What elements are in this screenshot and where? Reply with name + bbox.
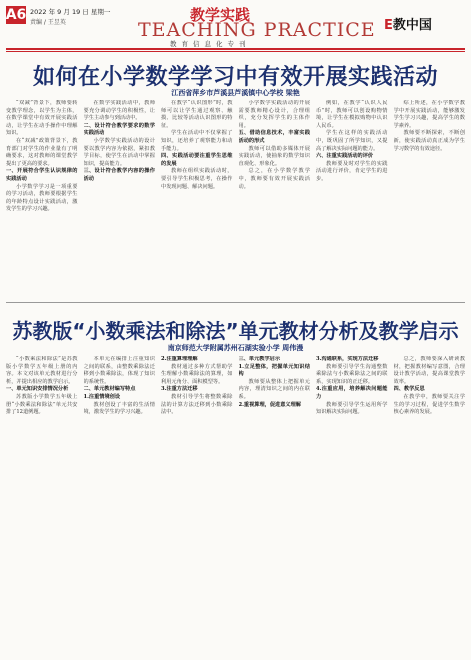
paragraph: “双减”背景下，教师要转变教学理念，以学生为主体，在数学课堂中有效开展实践活动，让学生在动手操作中理解知识。: [6, 100, 78, 137]
text-column: [6, 356, 78, 654]
issue-date: 2022 年 9 月 19 日 星期一: [30, 8, 111, 16]
editor-credit: 责编 / 王昱英: [30, 19, 66, 26]
logo-text: 教中国: [392, 18, 432, 33]
paragraph: 4.注重应用，培养解决问题能力: [316, 386, 388, 400]
header-rule-thin: [6, 51, 465, 52]
paragraph: 教师要引导学生沟通整数乘除法与小数乘除法之间的联系，实现知识的正迁移。: [316, 363, 388, 385]
paragraph: 综上所述，在小学数学教学中开展实践活动，能够激发学生学习兴趣，提高学生的数学素养。: [393, 100, 465, 129]
text-column: [84, 356, 156, 654]
article1-body: [6, 100, 465, 298]
paragraph: 2.注重算理理解: [161, 356, 198, 362]
text-column: [239, 356, 311, 654]
article2-title: 苏教版“小数乘法和除法”单元教材分析及教学启示: [12, 319, 459, 343]
article1-author: 江西省萍乡市芦溪县芦溪镇中心学校 梁艳: [171, 89, 300, 97]
article-divider: [6, 302, 465, 303]
text-column: [316, 356, 388, 654]
paragraph: 三、单元教学启示: [238, 356, 281, 362]
paragraph: 教材创设了丰富的生活情境，激发学生的学习兴趣。: [83, 401, 155, 416]
paragraph: 1.注重情境创设: [83, 393, 121, 400]
paragraph: 苏教版小学数学五年级上册“小数乘法和除法”单元共安排了12道例题。: [6, 393, 78, 416]
paragraph: 教师要不断探索，不断创新，使实践活动真正成为学生学习数学的有效途径。: [393, 130, 465, 152]
paragraph: 教材通过多种方式帮助学生理解小数乘除法的算理，如利用元角分、面积模型等。: [161, 363, 233, 385]
text-column: [84, 100, 156, 298]
paragraph: 总之，在小学数学教学中，教师要有效开展实践活动。: [238, 168, 310, 190]
paragraph: 1.立足整体，把握单元知识结构: [238, 363, 310, 378]
article2-author: 南京师范大学附属苏州石湖实验小学 周伟漫: [167, 344, 304, 352]
paragraph: 三、设计符合教学内容的操作活动: [83, 168, 155, 182]
section-subtitle: 教育信息化专刊: [170, 40, 251, 48]
paragraph: 2.重视算理，促进意义理解: [238, 401, 301, 408]
logo-mark: E: [384, 18, 393, 33]
paragraph: 二、单元教材编写特点: [83, 386, 136, 393]
text-column: [239, 100, 311, 298]
paragraph: 二、设计符合教学要求的数学实践活动: [83, 122, 155, 137]
text-column: [394, 356, 466, 654]
paragraph: 在教学中，教师要关注学生的学习过程，促进学生数学核心素养的发展。: [393, 393, 465, 416]
header-rule: [6, 48, 465, 50]
text-column: [394, 100, 466, 298]
paragraph: 四、实践活动要注重学生思维的发展: [161, 153, 233, 167]
text-column: [161, 100, 233, 298]
paragraph: 3.注重方法迁移: [161, 386, 198, 393]
paragraph: 3.沟通联系，实现方法迁移: [316, 356, 379, 362]
paragraph: 教师要及时对学生的实践活动进行评价，肯定学生的进步。: [316, 160, 388, 182]
paragraph: 教材引导学生将整数乘除法的计算方法迁移到小数乘除法中。: [161, 393, 233, 416]
article1-title: 如何在小学数学学习中有效开展实践活动: [32, 65, 438, 90]
paragraph: 六、注重实践活动的评价: [316, 153, 374, 160]
paragraph: 在教学“认识图形”时，教师可以让学生通过观察、触摸、比较等活动认识图形的特征。: [161, 100, 233, 129]
paragraph: “小数乘法和除法”是苏教版小学数学五年级上册的内容。本文对该单元教材进行分析，并提出相应的教学启示。: [6, 356, 78, 385]
paragraph: 小学数学学习是一项重要的学习活动，教师要根据学生的年龄特点设计实践活动，激发学生的学习兴趣。: [6, 183, 78, 213]
paragraph: 例如，在教学“认识人民币”时，教师可以创设购物情境，让学生在模拟购物中认识人民币。: [316, 100, 388, 129]
paragraph: 学生在这样的实践活动中，既巩固了所学知识，又提高了解决实际问题的能力。: [316, 130, 388, 152]
page-number: A6: [5, 7, 27, 23]
paragraph: 小学数学实践活动的开展需要教师精心设计，合理组织，充分发挥学生的主体作用。: [238, 100, 310, 129]
paragraph: 本单元在编排上注重知识之间的联系，由整数乘除法迁移到小数乘除法，体现了知识的系统性。: [83, 356, 155, 385]
article2-body: [6, 356, 465, 654]
paragraph: 总之，教师要深入研读教材，把握教材编写意图，合理设计教学活动，提高课堂教学效率。: [393, 356, 465, 385]
paragraph: 教师可以借助多媒体开展实践活动，使抽象的数学知识直观化、形象化。: [238, 145, 310, 167]
paragraph: 一、开展符合学生认识规律的实践活动: [6, 168, 78, 182]
paragraph: 学生在活动中不仅掌握了知识，还培养了观察能力和动手能力。: [161, 130, 233, 152]
section-title-cn: 教学实践: [190, 6, 251, 24]
page-header: [0, 0, 471, 47]
paragraph: 四、教学反思: [393, 386, 425, 393]
paragraph: 教师要引导学生运用所学知识解决实际问题。: [316, 401, 388, 416]
paragraph: 五、借助信息技术，丰富实践活动的形式: [238, 130, 310, 144]
text-column: [316, 100, 388, 298]
text-column: [6, 100, 78, 298]
paragraph: 一、单元知识安排情况分析: [6, 386, 69, 393]
paragraph: 教师在组织实践活动时，要引导学生积极思考，在操作中发现问题、解决问题。: [161, 168, 233, 190]
paragraph: 教师要从整体上把握单元内容，理清知识之间的内在联系。: [238, 378, 310, 400]
newspaper-logo: [384, 14, 432, 33]
section-title-en: TEACHING PRACTICE: [138, 19, 376, 41]
paragraph: 在数学实践活动中，教师要充分调动学生的积极性，让学生主动参与到活动中。: [83, 100, 155, 122]
paragraph: 小学数学实践活动的设计要以教学内容为依据，紧扣教学目标，使学生在活动中掌握知识，提高能力。: [83, 137, 155, 167]
paragraph: 在“双减”政策背景下，教育部门对学生的作业量有了明确要求，这对教师的课堂教学提出了更高的要求。: [6, 137, 78, 167]
text-column: [161, 356, 233, 654]
